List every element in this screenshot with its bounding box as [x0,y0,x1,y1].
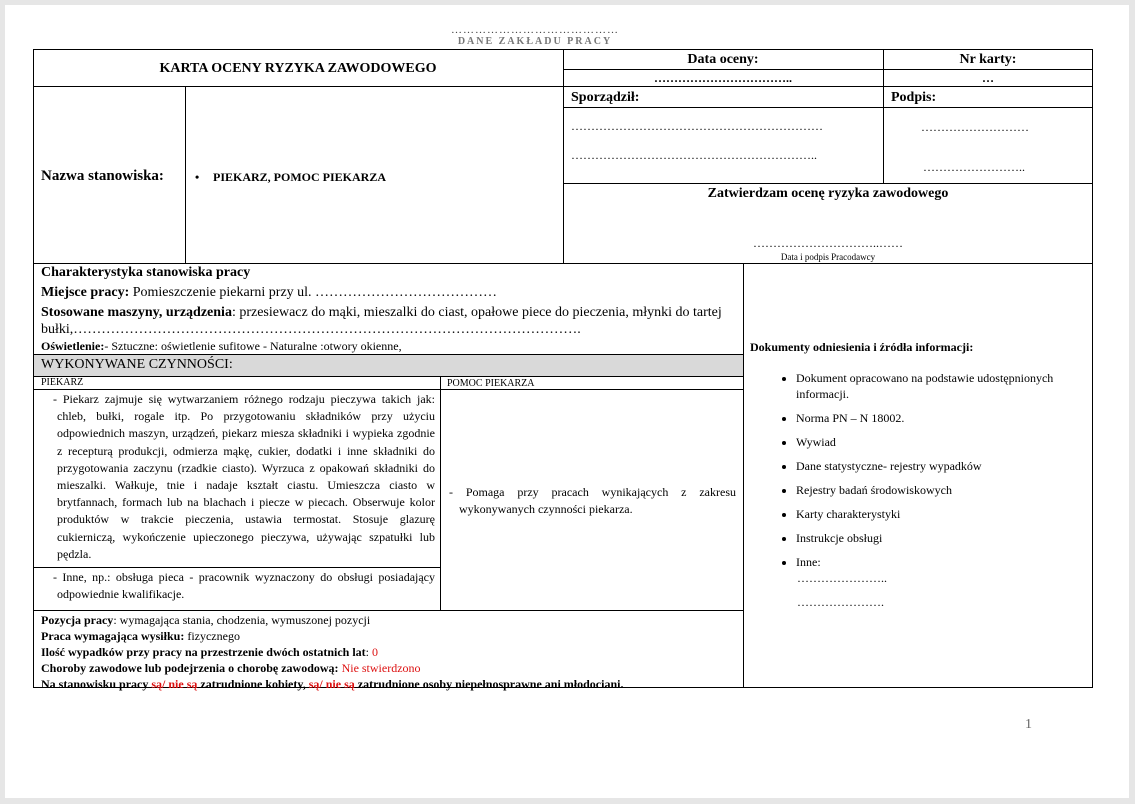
employment-disabled-choice: są/ nie są [308,677,355,691]
rule [33,567,440,568]
rule [33,86,563,87]
accidents-label: Ilość wypadków przy pracy na przestrzenie dwóch ostatnich lat [41,645,366,659]
card-no-value: … [982,71,994,85]
card-no-label: Nr karty: [959,52,1017,67]
document-item: • Instrukcje obsługi [796,530,1090,546]
baker-duties: - Piekarz zajmuje się wytwarzaniem różnego rodzaju pieczywa takich jak: chleb, bułki, rogale itp. Po przygotowaniu składników przy użyciu odpowiednich maszyn, urządzeń, piekarz miesza składniki i wypieka zgodnie z recepturą produkcji, odmierza mąkę, cukier, dodatki i inne składniki do przygotowania zaczynu (rzadkie ciasto). Wyrzuca z opakowań składniki do mieszalki. Wałkuje, tnie i nadaje kształt ciastu. Umieszcza ciasto w brytfannach, formach lub na blachach i piecze w piecach. Obserwuje kolor produktów w trakcie pieczenia, ustawia termostat. Stosuje glazurę cukierniczą, wykończenie upieczonego pieczywa, używając szpatułki lub pędzla. [53,392,435,561]
diseases-value: Nie stwierdzono [338,661,421,675]
date-value: …………………………….. [654,71,792,85]
date-label: Data oceny: [687,52,759,67]
company-label: DANE ZAKŁADU PRACY [457,36,613,47]
col-header-baker: PIEKARZ [41,377,84,388]
rule [33,376,743,377]
other-line-1: ………………….. [797,571,887,585]
rule [185,86,186,263]
effort-label: Praca wymagająca wysiłku: [41,629,185,643]
approve-label: Zatwierdzam ocenę ryzyka zawodowego [707,186,949,201]
lighting-value: - Sztuczne: oświetlenie sufitowe - Naturalne :otwory okienne, [104,339,402,353]
lighting [41,339,741,354]
rule [33,263,1093,264]
rule [563,183,1093,184]
machines [41,304,737,338]
diseases-label: Choroby zawodowe lub podejrzenia o chorobę zawodową: [41,661,339,675]
characteristics-heading: Charakterystyka stanowiska pracy [41,265,251,280]
posture-label: Pozycja pracy [41,613,114,627]
page-number: 1 [1025,717,1032,732]
place-value: Pomieszczenie piekarni przy ul. ………………………………… [129,285,498,300]
bullet-icon: • [195,170,200,184]
assistant-duties: - Pomaga przy pracach wynikających z zakresu wykonywanych czynności piekarza. [449,485,736,516]
approve-line: …………………………..…… [753,236,903,250]
document-item: • Wywiad [796,434,1090,450]
position-value: PIEKARZ, POMOC PIEKARZA [213,170,387,184]
signature-label: Podpis: [891,90,937,105]
place-label: Miejsce pracy: [41,285,130,300]
footer-info [41,612,741,692]
rule [440,376,441,610]
effort-value: fizycznego [184,629,240,643]
baker-other-duties: - Inne, np.: obsługa pieca - pracownik wyznaczony do obsługi posiadający odpowiednie kwalifikacje. [53,570,435,601]
documents-heading: Dokumenty odniesienia i źródła informacji: [750,340,974,354]
rule [563,86,1093,87]
company-dots: …………………………………… [451,24,619,36]
rule [563,69,1093,70]
document-item: • Inne: [796,554,1090,570]
position-item [195,170,386,185]
employment-text-c: zatrudnione kobiety, [197,677,309,691]
document-page [5,5,1129,798]
accidents-value: 0 [372,645,378,659]
employment-text-a: Na stanowisku pracy [41,677,152,691]
machines-label: Stosowane maszyny, urządzenia [41,305,232,320]
effort-row [41,628,741,644]
document-item: • Rejestry badań środowiskowych [796,482,1090,498]
employment-text-e: zatrudnione osoby niepełnosprawne ani młodociani. [354,677,624,691]
work-place [41,285,741,301]
signature-line-2: …………………….. [923,160,1025,174]
document-item: • Dokument opracowano na podstawie udostępnionych informacji. [796,370,1090,402]
prepared-line-1: ……………………………………………………… [571,119,823,133]
approve-caption: Data i podpis Pracodawcy [780,252,876,262]
other-line-2: …………………. [797,595,884,609]
prepared-label: Sporządził: [571,90,640,105]
prepared-line-2: …………………………………………………….. [571,148,817,162]
rule [743,263,744,688]
posture-value: : wymagająca stania, chodzenia, wymuszonej pozycji [113,613,371,627]
document-item: • Karty charakterystyki [796,506,1090,522]
rule [563,107,1093,108]
document-item: • Norma PN – N 18002. [796,410,1090,426]
accidents-colon: : [365,645,372,659]
rule [33,610,743,611]
machines-value: : przesiewacz do mąki, mieszalki do ciast, opałowe piece do pieczenia, młynki do tartej bułki,………………………………………………………………………………………………. [41,305,722,337]
accidents-row [41,644,741,660]
col-header-assistant: POMOC PIEKARZA [447,378,535,389]
rule [33,389,743,390]
activities-heading: WYKONYWANE CZYNNOŚCI: [41,357,233,372]
card-title: KARTA OCENY RYZYKA ZAWODOWEGO [159,61,437,76]
employment-row [41,676,741,692]
employment-women-choice: są/ nie są [151,677,198,691]
diseases-row [41,660,741,676]
rule [883,49,884,183]
signature-line-1: ……………………… [921,120,1029,134]
document-item: • Dane statystyczne- rejestry wypadków [796,458,1090,474]
documents-list [750,370,1090,578]
lighting-label: Oświetlenie: [41,339,105,353]
posture-row [41,612,741,628]
position-label: Nazwa stanowiska: [41,168,164,184]
